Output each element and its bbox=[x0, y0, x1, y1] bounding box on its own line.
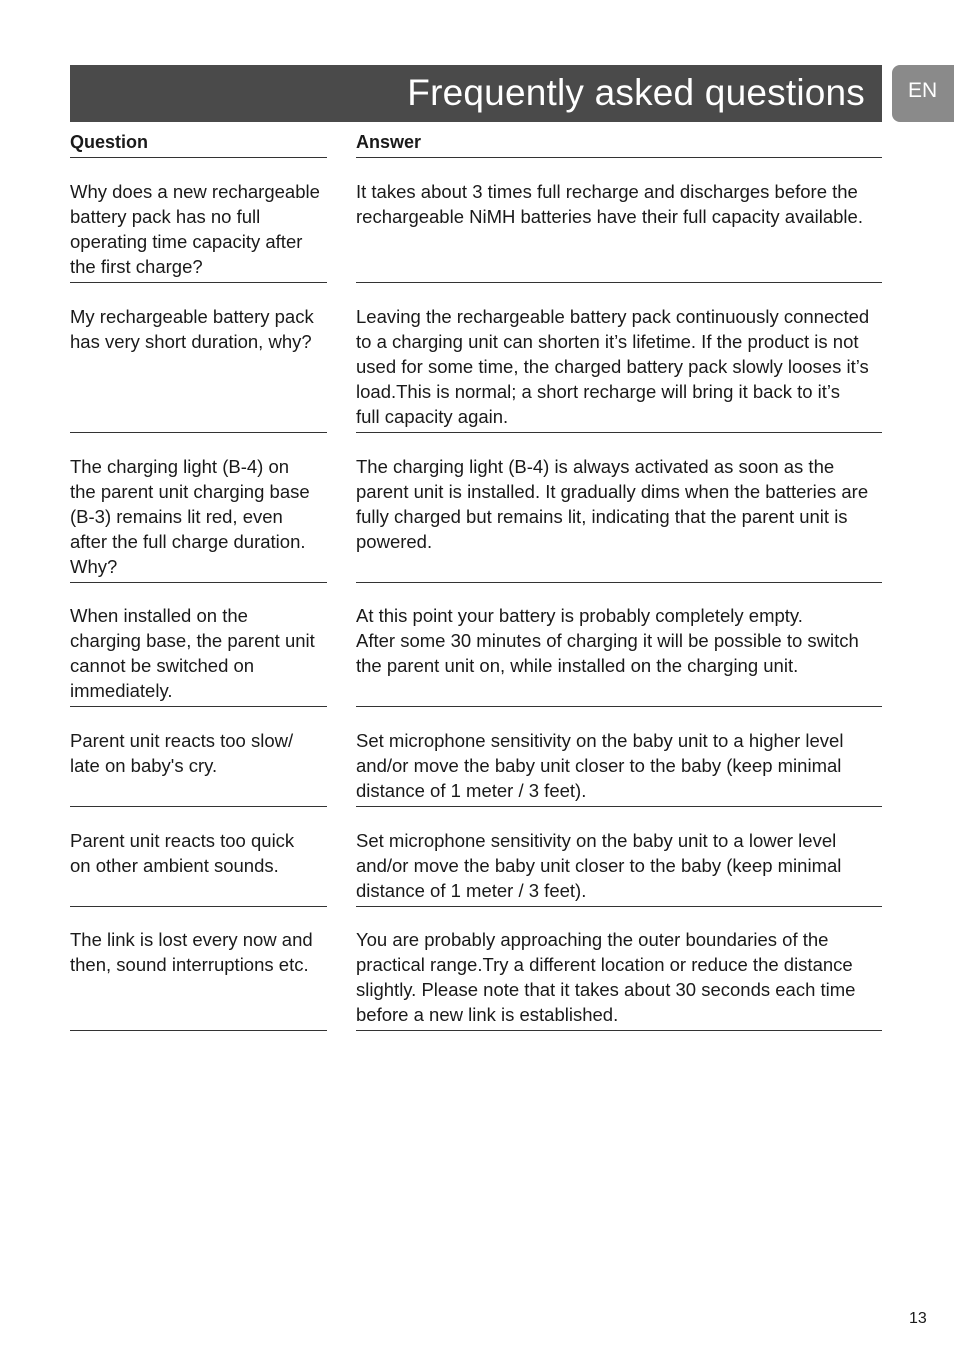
question-line: Parent unit reacts too slow/ bbox=[70, 730, 294, 751]
header-divider-question bbox=[70, 157, 327, 158]
question-line: battery pack has no full bbox=[70, 206, 261, 227]
question-line: Why? bbox=[70, 556, 118, 577]
row-divider-answer bbox=[356, 906, 882, 907]
faq-question bbox=[70, 454, 310, 579]
row-divider-answer bbox=[356, 1030, 882, 1031]
row-divider-answer bbox=[356, 706, 882, 707]
row-divider-answer bbox=[356, 806, 882, 807]
page-number: 13 bbox=[909, 1310, 927, 1327]
answer-line: powered. bbox=[356, 531, 433, 552]
answer-line: before a new link is established. bbox=[356, 1004, 619, 1025]
answer-line: load.This is normal; a short recharge will bring it back to it’s bbox=[356, 381, 840, 402]
faq-answer bbox=[356, 304, 869, 429]
question-line: operating time capacity after bbox=[70, 231, 303, 252]
row-divider-answer bbox=[356, 282, 882, 283]
question-line: The charging light (B-4) on bbox=[70, 456, 290, 477]
question-line: Why does a new rechargeable bbox=[70, 181, 320, 202]
page-title-bar bbox=[70, 65, 882, 122]
question-column-header: Question bbox=[70, 132, 149, 152]
question-line: the first charge? bbox=[70, 256, 203, 277]
answer-column-header: Answer bbox=[356, 132, 422, 152]
answer-line: parent unit is installed. It gradually dims when the batteries are bbox=[356, 481, 869, 502]
question-line: charging base, the parent unit bbox=[70, 630, 315, 651]
answer-line: to a charging unit can shorten it’s lifetime. If the product is not bbox=[356, 331, 859, 352]
row-divider-question bbox=[70, 1030, 327, 1031]
row-divider-question bbox=[70, 906, 327, 907]
question-line: on other ambient sounds. bbox=[70, 855, 279, 876]
faq-answer bbox=[356, 927, 855, 1027]
answer-line: Set microphone sensitivity on the baby unit to a higher level bbox=[356, 730, 844, 751]
answer-line: The charging light (B-4) is always activated as soon as the bbox=[356, 456, 835, 477]
answer-line: After some 30 minutes of charging it will be possible to switch bbox=[356, 630, 859, 651]
question-line: immediately. bbox=[70, 680, 173, 701]
faq-answer bbox=[356, 454, 868, 554]
question-line: then, sound interruptions etc. bbox=[70, 954, 309, 975]
answer-line: Set microphone sensitivity on the baby unit to a lower level bbox=[356, 830, 837, 851]
question-line: When installed on the bbox=[70, 605, 248, 626]
answer-line: the parent unit on, while installed on the charging unit. bbox=[356, 655, 799, 676]
language-tab bbox=[892, 65, 954, 122]
row-divider-question bbox=[70, 806, 327, 807]
question-line: late on baby's cry. bbox=[70, 755, 218, 776]
faq-answer bbox=[356, 603, 859, 678]
answer-line: fully charged but remains lit, indicating that the parent unit is bbox=[356, 506, 848, 527]
answer-line: At this point your battery is probably completely empty. bbox=[356, 605, 803, 626]
faq-question bbox=[70, 179, 320, 279]
row-divider-answer bbox=[356, 432, 882, 433]
question-line: after the full charge duration. bbox=[70, 531, 306, 552]
answer-line: practical range.Try a different location or reduce the distance bbox=[356, 954, 853, 975]
row-divider-question bbox=[70, 432, 327, 433]
answer-line: slightly. Please note that it takes about 30 seconds each time bbox=[356, 979, 856, 1000]
question-line: The link is lost every now and bbox=[70, 929, 313, 950]
faq-answer bbox=[356, 828, 841, 903]
row-divider-question bbox=[70, 282, 327, 283]
question-line: the parent unit charging base bbox=[70, 481, 310, 502]
faq-question bbox=[70, 728, 293, 778]
answer-line: and/or move the baby unit closer to the baby (keep minimal bbox=[356, 755, 842, 776]
question-line: cannot be switched on bbox=[70, 655, 255, 676]
answer-line: full capacity again. bbox=[356, 406, 509, 427]
header-divider-answer bbox=[356, 157, 882, 158]
faq-question bbox=[70, 603, 315, 703]
faq-question bbox=[70, 828, 294, 878]
faq-question bbox=[70, 304, 314, 354]
language-tab-label: EN bbox=[908, 79, 938, 102]
row-divider-question bbox=[70, 582, 327, 583]
answer-line: You are probably approaching the outer boundaries of the bbox=[356, 929, 829, 950]
question-line: My rechargeable battery pack bbox=[70, 306, 314, 327]
answer-line: rechargeable NiMH batteries have their full capacity available. bbox=[356, 206, 863, 227]
answer-line: Leaving the rechargeable battery pack continuously connected bbox=[356, 306, 870, 327]
question-line: has very short duration, why? bbox=[70, 331, 312, 352]
faq-answer bbox=[356, 728, 843, 803]
answer-line: and/or move the baby unit closer to the baby (keep minimal bbox=[356, 855, 842, 876]
answer-line: It takes about 3 times full recharge and discharges before the bbox=[356, 181, 858, 202]
page-title: Frequently asked questions bbox=[407, 72, 865, 113]
answer-line: distance of 1 meter / 3 feet). bbox=[356, 780, 587, 801]
row-divider-question bbox=[70, 706, 327, 707]
faq-question bbox=[70, 927, 313, 977]
question-line: Parent unit reacts too quick bbox=[70, 830, 295, 851]
faq-answer bbox=[356, 179, 863, 229]
answer-line: distance of 1 meter / 3 feet). bbox=[356, 880, 587, 901]
row-divider-answer bbox=[356, 582, 882, 583]
question-line: (B-3) remains lit red, even bbox=[70, 506, 283, 527]
answer-line: used for some time, the charged battery pack slowly looses it’s bbox=[356, 356, 869, 377]
